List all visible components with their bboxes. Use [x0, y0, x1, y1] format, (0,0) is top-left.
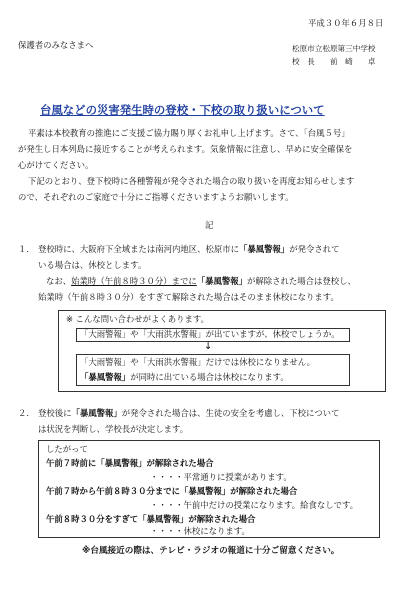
item1-line-1: 登校時に、大阪府下全域または南河内地区、松原市に「暴風警報」が発令されて [38, 244, 340, 254]
ki-heading: 記 [205, 220, 214, 230]
recipient: 保護者のみなさまへ [18, 40, 94, 50]
item1-number: １． [18, 244, 35, 254]
item1-line-2: いる場合は、休校とします。 [38, 260, 147, 270]
intro-line-4: 下記のとおり、登下校時に各種警報が発令された場合の取り扱いを再度お知らせします [28, 176, 355, 186]
faq-question: 「大雨警報」や「大雨洪水警報」が出ていますが、休校でしょうか。 [80, 329, 340, 339]
intro-line-5: ので、それぞれのご家庭で十分にご指導くださいますようお願いします。 [18, 192, 294, 202]
schedule-row2-cond: 午前７時から午前８時３０分までに「暴風警報」が解除された場合 [46, 486, 298, 496]
item1-line-4: 始業時（午前８時３０分）をすぎて解除された場合はそのまま休校になります。 [38, 292, 339, 302]
document-date: 平成３０年６月８日 [308, 18, 384, 28]
school-name: 松原市立松原第三中学校 [292, 44, 376, 53]
footer-note: ※台風接近の際は、テレビ・ラジオの報道に十分ご留意ください。 [82, 546, 340, 556]
item1-line-3: なお、始業時（午前８時３０分）までに「暴風警報」が解除された場合は登校し、 [46, 276, 356, 286]
page-title: 台風などの災害発生時の登校・下校の取り扱いについて [40, 103, 325, 117]
schedule-intro: したがって [46, 444, 88, 454]
item2-number: ２． [18, 408, 35, 418]
schedule-row1-cond: 午前７時前に「暴風警報」が解除された場合 [46, 458, 214, 468]
schedule-row3-result: ・・・・休校になります。 [150, 526, 250, 536]
item2-line-1: 登校後に「暴風警報」が発令された場合は、生徒の安全を考慮し、下校について [38, 408, 340, 418]
item2-line-2: は状況を判断し、学校長が決定します。 [38, 424, 189, 434]
arrow-down-icon: ↓ [204, 341, 213, 352]
faq-heading: ※ こんな問い合わせがよくあります。 [66, 314, 210, 324]
intro-line-3: 心がけてください。 [18, 160, 94, 170]
principal-name: 校 長 前 崎 卓 [292, 57, 376, 66]
intro-line-2: が発生し日本列島に接近することが考えられます。気象情報に注意し、早めに安全確保を [18, 144, 353, 154]
faq-answer-1: 「大雨警報」や「大雨洪水警報」だけでは休校になりません。 [80, 357, 316, 367]
faq-answer-2: 「暴風警報」が同時に出ている場合は休校になります。 [80, 372, 289, 382]
intro-line-1: 平素は本校教育の推進にご支援ご協力賜り厚くお礼申し上げます。さて、「台風５号」 [28, 128, 350, 138]
schedule-row3-cond: 午前８時３０分をすぎて「暴風警報」が解除された場合 [46, 514, 256, 524]
schedule-row2-result: ・・・・午前中だけの授業になります。給食なしです。 [150, 500, 359, 510]
schedule-row1-result: ・・・・平常通りに授業があります。 [150, 472, 292, 482]
